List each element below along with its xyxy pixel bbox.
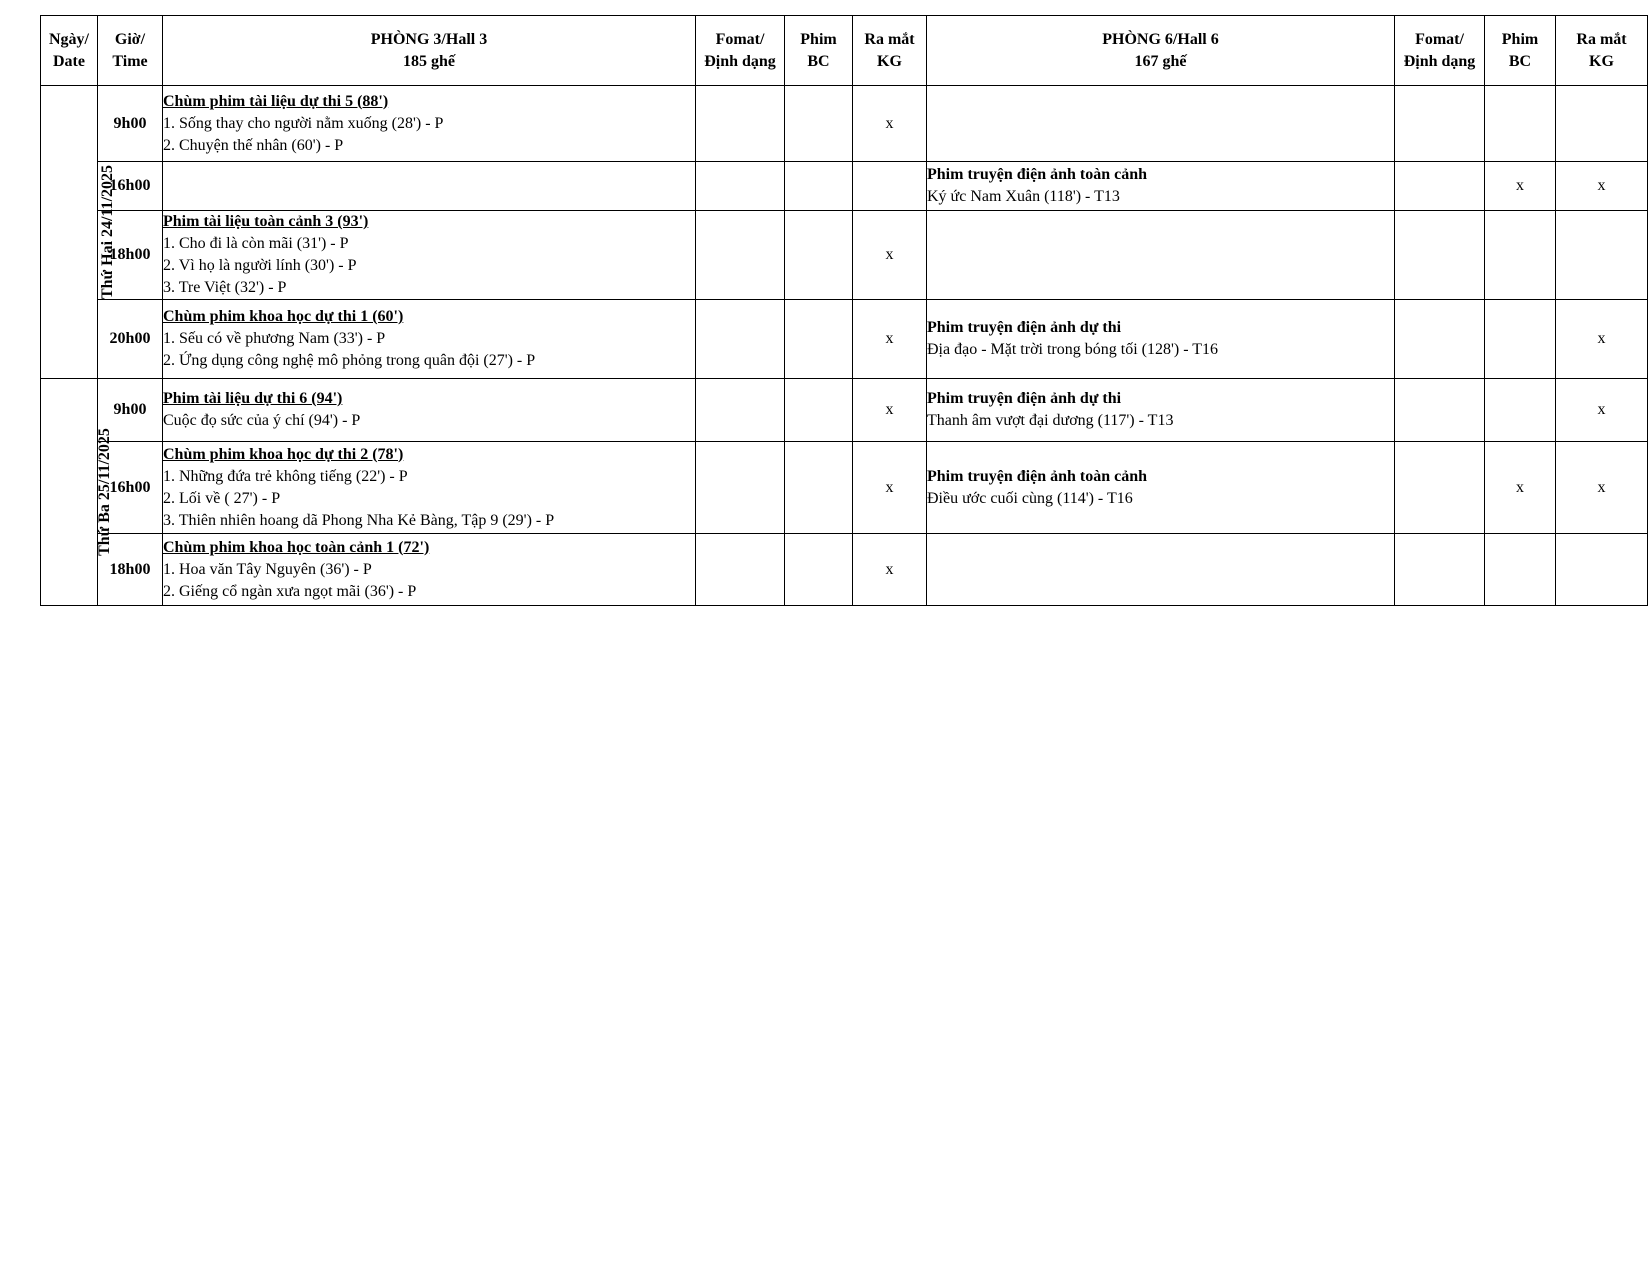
hall6-program [927, 300, 1395, 379]
table-row [41, 162, 1648, 211]
hall6-kg-mark [1556, 534, 1648, 606]
hall6-bc-mark [1485, 211, 1556, 300]
program-title: Phim truyện điện ảnh dự thi [927, 390, 1122, 407]
hall6-format-header: Fomat/ Định dạng [1395, 16, 1485, 86]
hall3-kg-mark: x [853, 300, 927, 379]
time-cell: 16h00 [98, 162, 163, 211]
film-item: Thanh âm vượt đại dương (117') - T13 [927, 412, 1174, 429]
hall3-format-cell [696, 162, 785, 211]
film-item: 3. Thiên nhiên hoang dã Phong Nha Kẻ Bàng, Tập 9 (29') - P [163, 511, 555, 529]
table-row [41, 300, 1648, 379]
program-title: Phim tài liệu toàn cảnh 3 (93') [163, 213, 369, 230]
table-row [41, 86, 1648, 162]
hall6-format-cell [1395, 534, 1485, 606]
date-cell [41, 379, 113, 606]
program-title: Phim truyện điện ảnh dự thi [927, 319, 1122, 336]
time-cell: 16h00 [98, 442, 163, 534]
hall6-kg-mark: x [1556, 442, 1648, 534]
program-title: Chùm phim khoa học toàn cảnh 1 (72') [163, 538, 430, 556]
program-title: Chùm phim khoa học dự thi 2 (78') [163, 445, 404, 463]
hall3-bc-mark [785, 442, 853, 534]
hall6-format-cell [1395, 442, 1485, 534]
hall3-program [163, 86, 696, 162]
schedule-table [40, 15, 1648, 606]
hall3-bc-mark [785, 534, 853, 606]
hall3-kg-mark [853, 162, 927, 211]
film-item: 1. Sống thay cho người nằm xuống (28') - P [163, 114, 444, 132]
hall3-program [163, 379, 696, 442]
hall6-program [927, 211, 1395, 300]
hall6-program [927, 534, 1395, 606]
hall6-program [927, 379, 1395, 442]
hall6-kg-header: Ra mắt KG [1556, 16, 1648, 86]
date-label: Thứ Ba 25/11/2025 [95, 428, 113, 556]
hall3-format-cell [696, 379, 785, 442]
film-item: 2. Chuyện thế nhân (60') - P [163, 136, 344, 154]
hall6-format-cell [1395, 379, 1485, 442]
table-row [41, 379, 1648, 442]
film-item: Cuộc đọ sức của ý chí (94') - P [163, 412, 361, 429]
hall6-kg-mark [1556, 86, 1648, 162]
hall6-program [927, 86, 1395, 162]
film-item: 2. Lối về ( 27') - P [163, 489, 281, 507]
hall6-program [927, 442, 1395, 534]
hall6-kg-mark [1556, 211, 1648, 300]
hall3-format-cell [696, 534, 785, 606]
program-title: Chùm phim tài liệu dự thi 5 (88') [163, 92, 389, 110]
hall3-bc-mark [785, 300, 853, 379]
hall6-format-cell [1395, 300, 1485, 379]
hall6-bc-mark [1485, 379, 1556, 442]
hall3-header: PHÒNG 3/Hall 3 185 ghế [163, 16, 696, 86]
hall6-kg-mark: x [1556, 162, 1648, 211]
hall3-format-header: Fomat/ Định dạng [696, 16, 785, 86]
hall3-format-cell [696, 300, 785, 379]
program-title: Phim truyện điện ảnh toàn cảnh [927, 467, 1148, 485]
hall3-bc-mark [785, 162, 853, 211]
film-item: Địa đạo - Mặt trời trong bóng tối (128') - T16 [927, 341, 1218, 358]
program-title: Phim truyện điện ảnh toàn cảnh [927, 166, 1148, 183]
time-header: Giờ/ Time [98, 16, 163, 86]
hall6-format-cell [1395, 211, 1485, 300]
hall3-bc-mark [785, 211, 853, 300]
hall3-format-cell [696, 442, 785, 534]
hall6-bc-mark [1485, 534, 1556, 606]
hall3-format-cell [696, 86, 785, 162]
hall3-program [163, 211, 696, 300]
hall6-format-cell [1395, 86, 1485, 162]
hall3-kg-mark: x [853, 211, 927, 300]
film-item: 1. Cho đi là còn mãi (31') - P [163, 235, 349, 252]
header-row [41, 16, 1648, 86]
hall3-kg-header: Ra mắt KG [853, 16, 927, 86]
film-item: 2. Giếng cổ ngàn xưa ngọt mãi (36') - P [163, 582, 417, 600]
hall3-bc-header: Phim BC [785, 16, 853, 86]
hall3-kg-mark: x [853, 86, 927, 162]
time-cell: 20h00 [98, 300, 163, 379]
film-item: 1. Hoa văn Tây Nguyên (36') - P [163, 560, 372, 578]
hall3-format-cell [696, 211, 785, 300]
film-item: 3. Tre Việt (32') - P [163, 279, 287, 296]
time-cell: 9h00 [98, 86, 163, 162]
table-row [41, 534, 1648, 606]
table-row [41, 211, 1648, 300]
film-item: Ký ức Nam Xuân (118') - T13 [927, 188, 1120, 205]
hall6-bc-mark [1485, 300, 1556, 379]
film-item: 2. Ứng dụng công nghệ mô phỏng trong quân đội (27') - P [163, 352, 536, 369]
time-cell: 18h00 [98, 211, 163, 300]
time-cell: 18h00 [98, 534, 163, 606]
hall6-bc-mark [1485, 86, 1556, 162]
film-item: 1. Những đứa trẻ không tiếng (22') - P [163, 467, 408, 485]
hall3-program [163, 442, 696, 534]
hall3-kg-mark: x [853, 534, 927, 606]
time-cell: 9h00 [98, 379, 163, 442]
hall3-program [163, 300, 696, 379]
hall6-bc-mark: x [1485, 162, 1556, 211]
hall6-program [927, 162, 1395, 211]
hall3-kg-mark: x [853, 442, 927, 534]
hall6-bc-header: Phim BC [1485, 16, 1556, 86]
date-cell [41, 86, 117, 379]
film-item: 1. Sếu có về phương Nam (33') - P [163, 330, 386, 347]
date-header: Ngày/ Date [41, 16, 98, 86]
date-label: Thứ Hai 24/11/2025 [99, 164, 117, 300]
hall3-program [163, 534, 696, 606]
table-row [41, 442, 1648, 534]
hall6-header: PHÒNG 6/Hall 6 167 ghế [927, 16, 1395, 86]
hall6-kg-mark: x [1556, 379, 1648, 442]
hall3-bc-mark [785, 379, 853, 442]
film-item: Điều ước cuối cùng (114') - T16 [927, 489, 1133, 507]
hall6-format-cell [1395, 162, 1485, 211]
hall6-kg-mark: x [1556, 300, 1648, 379]
hall6-bc-mark: x [1485, 442, 1556, 534]
film-item: 2. Vì họ là người lính (30') - P [163, 257, 357, 274]
hall3-kg-mark: x [853, 379, 927, 442]
hall3-bc-mark [785, 86, 853, 162]
program-title: Chùm phim khoa học dự thi 1 (60') [163, 308, 404, 325]
hall3-program [163, 162, 696, 211]
program-title: Phim tài liệu dự thi 6 (94') [163, 390, 343, 407]
